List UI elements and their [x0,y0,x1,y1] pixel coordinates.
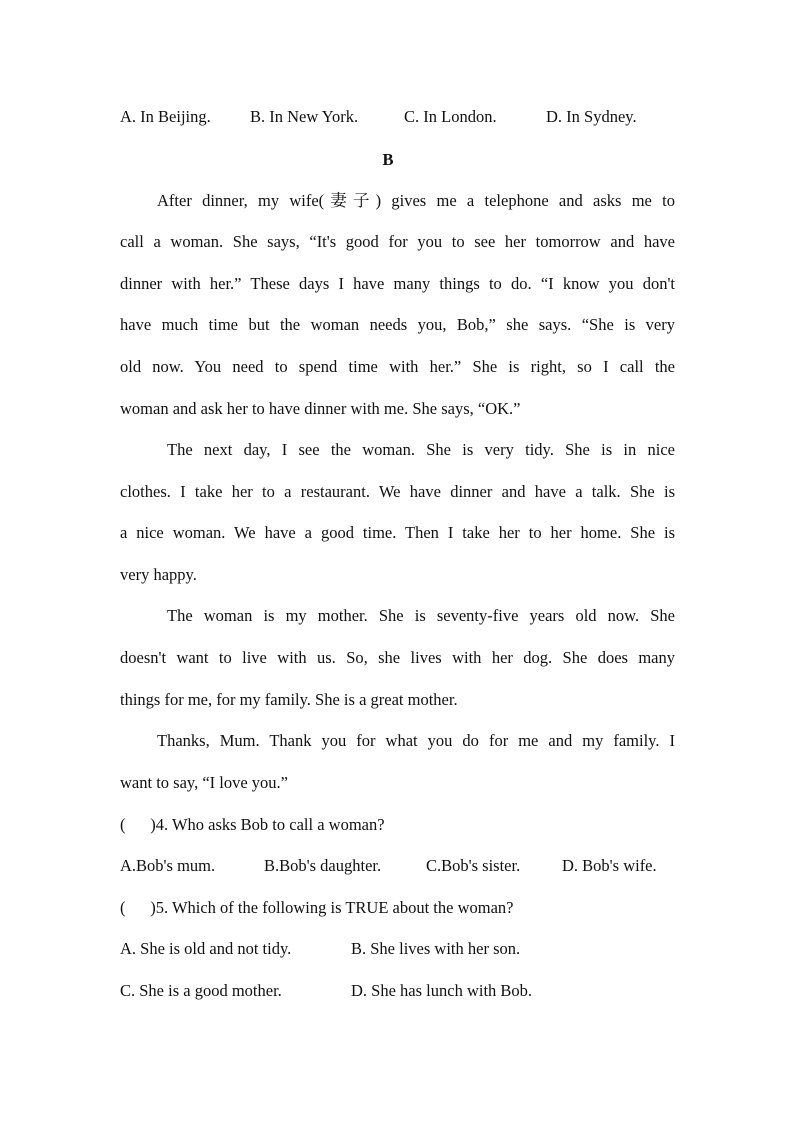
q4-stem: ( )4. Who asks Bob to call a woman? [120,815,385,834]
passage-line: doesn't want to live with us. So, she lives with her dog. She does many [120,648,675,667]
passage-line: a nice woman. We have a good time. Then I take her to her home. She is [120,523,675,542]
q4-option-d: D. Bob's wife. [562,856,657,875]
passage-line: clothes. I take her to a restaurant. We have dinner and have a talk. She is [120,482,675,501]
q5-option-b: B. She lives with her son. [351,939,521,958]
q5-option-d: D. She has lunch with Bob. [351,981,533,1000]
passage-line: call a woman. She says, “It's good for you to see her tomorrow and have [120,232,675,251]
passage-line: have much time but the woman needs you, Bob,” she says. “She is very [120,315,675,334]
passage-line: After dinner, my wife(妻子) gives me a telephone and asks me to [157,191,675,210]
passage-line: want to say, “I love you.” [120,773,289,792]
passage-line: dinner with her.” These days I have many things to do. “I know you don't [120,274,675,293]
q3-option-b: B. In New York. [250,107,359,126]
section-title: B [382,150,394,169]
q4-option-a: A.Bob's mum. [120,856,216,875]
passage-line: very happy. [120,565,197,584]
q3-option-d: D. In Sydney. [546,107,637,126]
passage-line: The next day, I see the woman. She is very tidy. She is in nice [167,440,675,459]
q5-option-c: C. She is a good mother. [120,981,282,1000]
q5-option-a: A. She is old and not tidy. [120,939,292,958]
q4-option-c: C.Bob's sister. [426,856,521,875]
q3-option-c: C. In London. [404,107,497,126]
q3-option-a: A. In Beijing. [120,107,211,126]
passage-line: Thanks, Mum. Thank you for what you do for me and my family. I [157,731,675,750]
passage-line: old now. You need to spend time with her.” She is right, so I call the [120,357,675,376]
passage-line: woman and ask her to have dinner with me. She says, “OK.” [120,399,521,418]
passage-line: The woman is my mother. She is seventy-five years old now. She [167,606,675,625]
passage-line: things for me, for my family. She is a great mother. [120,690,458,709]
q4-option-b: B.Bob's daughter. [264,856,382,875]
q5-stem: ( )5. Which of the following is TRUE about the woman? [120,898,514,917]
